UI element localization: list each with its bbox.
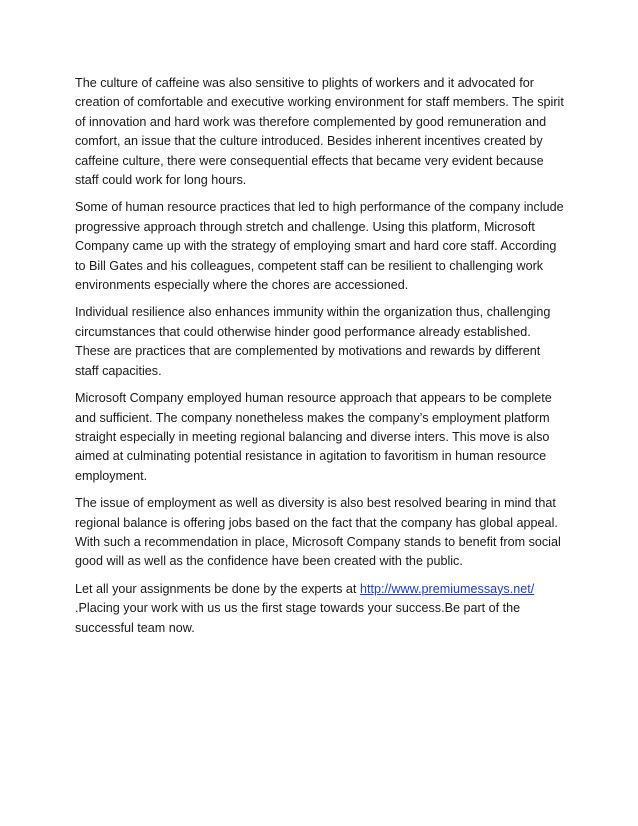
paragraph-promo: [75, 580, 567, 638]
promo-text-before-link: Let all your assignments be done by the experts at: [75, 581, 360, 596]
paragraph-hr-practices: Some of human resource practices that led to high performance of the company include progressive approach through stretch and challenge. Using this platform, Microsoft Company came up with the strategy of employing smart and hard core staff. According to Bill Gates and his colleagues, competent staff can be resilient to challenging work environments especially where the chores are accessioned.: [75, 200, 564, 293]
paragraph-employment-diversity: The issue of employment as well as diversity is also best resolved bearing in mind that regional balance is offering jobs based on the fact that the company has global appeal. With such a recommendation in place, Microsoft Company stands to benefit from social good will as well as the confidence have been created with the public.: [75, 496, 561, 569]
paragraph-caffeine-culture: The culture of caffeine was also sensitive to plights of workers and it advocated for creation of comfortable and executive working environment for staff members. The spirit of innovation and hard work was therefore complemented by good remuneration and comfort, an issue that the culture introduced. Besides inherent incentives created by caffeine culture, there were consequential effects that became very evident because staff could work for long hours.: [75, 76, 564, 188]
paragraph-hr-approach: Microsoft Company employed human resource approach that appears to be complete and sufficient. The company nonetheless makes the company’s employment platform straight especially in meeting regional balancing and diverse inters. This move is also aimed at culminating potential resistance in agitation to favoritism in human resource employment.: [75, 391, 552, 483]
paragraph-individual-resilience: Individual resilience also enhances immunity within the organization thus, challenging circumstances that could otherwise hinder good performance already established. These are practices that are complemented by motivations and rewards by different staff capacities.: [75, 305, 551, 378]
premiumessays-link[interactable]: http://www.premiumessays.net/: [359, 581, 535, 596]
promo-text-after-link: .Placing your work with us us the first stage towards your success.Be part of the successful team now.: [75, 601, 521, 635]
document-body: [75, 74, 567, 646]
